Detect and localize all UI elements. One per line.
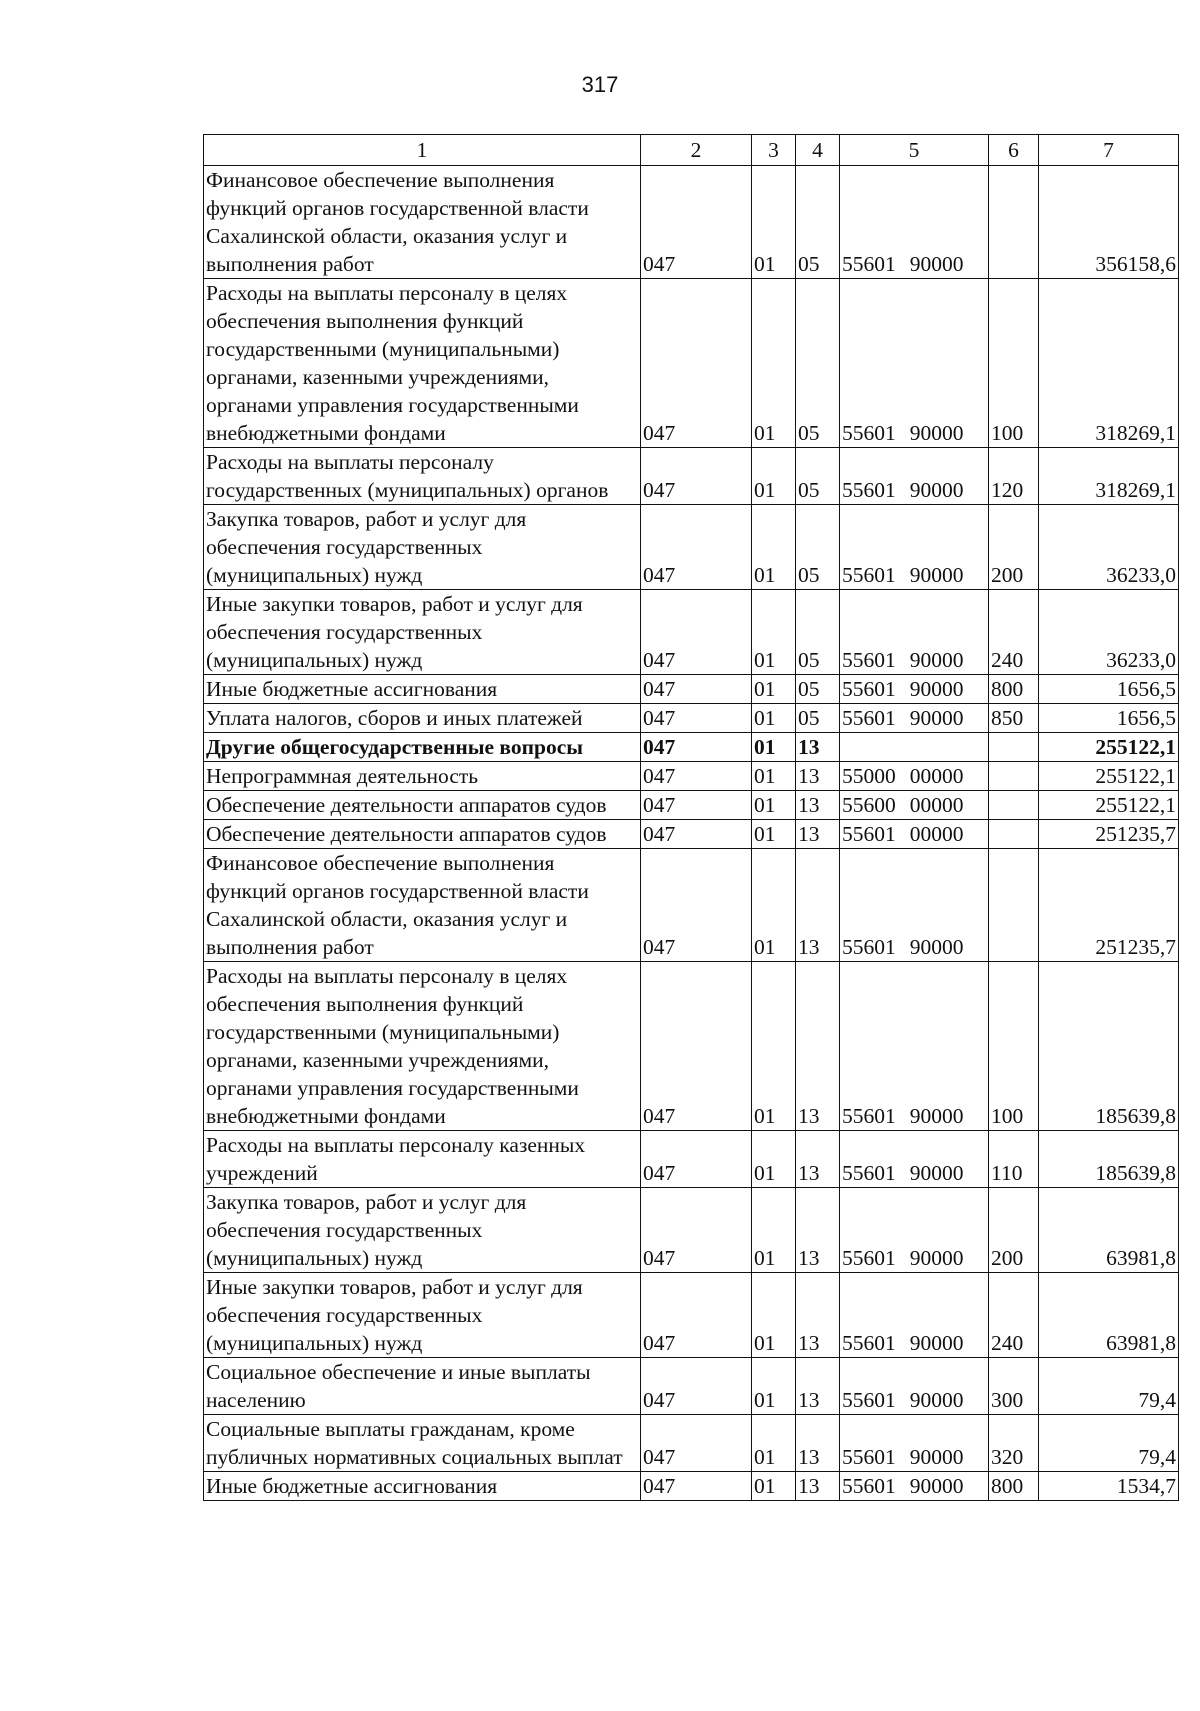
amount: 318269,1 — [1039, 448, 1179, 505]
section-code: 01 — [752, 590, 796, 675]
grbs-code: 047 — [641, 1131, 752, 1188]
target-article-part: 90000 — [909, 563, 964, 587]
target-article-part: 55601 — [842, 421, 896, 445]
target-article-part: 55601 — [842, 563, 896, 587]
target-article-part: 55601 — [842, 1161, 896, 1185]
target-article-code — [840, 1131, 989, 1188]
expense-type-code — [989, 820, 1039, 849]
grbs-code: 047 — [641, 762, 752, 791]
target-article-part: 55601 — [842, 1474, 896, 1498]
amount: 36233,0 — [1039, 505, 1179, 590]
subsection-code: 05 — [796, 448, 840, 505]
subsection-code: 13 — [796, 962, 840, 1131]
target-article-part: 90000 — [909, 1104, 964, 1128]
grbs-code: 047 — [641, 590, 752, 675]
section-code: 01 — [752, 1188, 796, 1273]
section-code: 01 — [752, 849, 796, 962]
target-article-code — [840, 590, 989, 675]
expense-type-code: 120 — [989, 448, 1039, 505]
expense-type-code: 800 — [989, 1472, 1039, 1501]
target-article-part: 55601 — [842, 935, 896, 959]
column-number: 7 — [1039, 135, 1179, 166]
expense-type-code: 300 — [989, 1358, 1039, 1415]
expense-type-code — [989, 733, 1039, 762]
table-row — [204, 675, 1179, 704]
subsection-code: 05 — [796, 279, 840, 448]
section-code: 01 — [752, 1472, 796, 1501]
target-article-part: 90000 — [909, 1246, 964, 1270]
grbs-code: 047 — [641, 791, 752, 820]
expense-type-code: 850 — [989, 704, 1039, 733]
target-article-part: 55601 — [842, 1104, 896, 1128]
subsection-code: 13 — [796, 849, 840, 962]
target-article-part: 90000 — [909, 478, 964, 502]
target-article-code — [840, 1188, 989, 1273]
amount: 63981,8 — [1039, 1273, 1179, 1358]
target-article-code — [840, 675, 989, 704]
grbs-code: 047 — [641, 675, 752, 704]
section-code: 01 — [752, 762, 796, 791]
target-article-part: 55601 — [842, 1331, 896, 1355]
table-row — [204, 1358, 1179, 1415]
row-name: Закупка товаров, работ и услуг для обеспечения государственных (муниципальных) нужд — [204, 1188, 641, 1273]
page-number: 317 — [581, 72, 619, 97]
column-number-row — [204, 135, 1179, 166]
column-number: 6 — [989, 135, 1039, 166]
expense-type-code: 240 — [989, 590, 1039, 675]
table-row — [204, 733, 1179, 762]
row-name: Финансовое обеспечение выполнения функций органов государственной власти Сахалинской области, оказания услуг и выполнения работ — [204, 849, 641, 962]
table-row — [204, 1415, 1179, 1472]
row-name: Уплата налогов, сборов и иных платежей — [204, 704, 641, 733]
grbs-code: 047 — [641, 1188, 752, 1273]
table-row — [204, 590, 1179, 675]
target-article-part: 55601 — [842, 706, 896, 730]
row-name: Финансовое обеспечение выполнения функций органов государственной власти Сахалинской области, оказания услуг и выполнения работ — [204, 166, 641, 279]
target-article-part: 55600 — [842, 793, 896, 817]
target-article-code — [840, 279, 989, 448]
grbs-code: 047 — [641, 704, 752, 733]
target-article-part: 55601 — [842, 478, 896, 502]
section-code: 01 — [752, 1415, 796, 1472]
table-row — [204, 1472, 1179, 1501]
target-article-part: 00000 — [909, 822, 964, 846]
grbs-code: 047 — [641, 505, 752, 590]
table-row — [204, 279, 1179, 448]
subsection-code: 13 — [796, 820, 840, 849]
amount: 1534,7 — [1039, 1472, 1179, 1501]
row-name: Расходы на выплаты персоналу казенных учреждений — [204, 1131, 641, 1188]
budget-table — [203, 134, 1179, 1501]
subsection-code: 13 — [796, 1188, 840, 1273]
section-code: 01 — [752, 962, 796, 1131]
row-name: Социальное обеспечение и иные выплаты населению — [204, 1358, 641, 1415]
target-article-part: 90000 — [909, 935, 964, 959]
amount: 255122,1 — [1039, 733, 1179, 762]
column-number: 1 — [204, 135, 641, 166]
section-code: 01 — [752, 791, 796, 820]
column-number: 5 — [840, 135, 989, 166]
expense-type-code: 200 — [989, 1188, 1039, 1273]
column-number: 3 — [752, 135, 796, 166]
grbs-code: 047 — [641, 849, 752, 962]
subsection-code: 05 — [796, 675, 840, 704]
table-row — [204, 962, 1179, 1131]
table-row — [204, 166, 1179, 279]
section-code: 01 — [752, 279, 796, 448]
row-name: Другие общегосударственные вопросы — [204, 733, 641, 762]
target-article-code — [840, 1472, 989, 1501]
subsection-code: 13 — [796, 1131, 840, 1188]
table-row — [204, 448, 1179, 505]
target-article-part: 00000 — [909, 793, 964, 817]
row-name: Обеспечение деятельности аппаратов судов — [204, 791, 641, 820]
row-name: Иные бюджетные ассигнования — [204, 1472, 641, 1501]
row-name: Расходы на выплаты персоналу государственных (муниципальных) органов — [204, 448, 641, 505]
grbs-code: 047 — [641, 1358, 752, 1415]
target-article-part: 90000 — [909, 677, 964, 701]
subsection-code: 13 — [796, 733, 840, 762]
section-code: 01 — [752, 1273, 796, 1358]
expense-type-code: 200 — [989, 505, 1039, 590]
amount: 356158,6 — [1039, 166, 1179, 279]
target-article-part: 90000 — [909, 1388, 964, 1412]
target-article-code — [840, 166, 989, 279]
target-article-part: 55601 — [842, 648, 896, 672]
subsection-code: 05 — [796, 590, 840, 675]
table-row — [204, 1273, 1179, 1358]
subsection-code: 13 — [796, 1415, 840, 1472]
row-name: Обеспечение деятельности аппаратов судов — [204, 820, 641, 849]
target-article-code — [840, 505, 989, 590]
target-article-code — [840, 733, 989, 762]
subsection-code: 13 — [796, 1472, 840, 1501]
expense-type-code — [989, 762, 1039, 791]
table-row — [204, 762, 1179, 791]
amount: 251235,7 — [1039, 820, 1179, 849]
row-name: Расходы на выплаты персоналу в целях обеспечения выполнения функций государственными (муниципальными) органами, казенными учреждениями, органами управления государственными внебюджетными фондами — [204, 279, 641, 448]
target-article-part: 55000 — [842, 764, 896, 788]
amount: 255122,1 — [1039, 762, 1179, 791]
row-name: Социальные выплаты гражданам, кроме публичных нормативных социальных выплат — [204, 1415, 641, 1472]
grbs-code: 047 — [641, 279, 752, 448]
amount: 79,4 — [1039, 1358, 1179, 1415]
target-article-part: 55601 — [842, 1388, 896, 1412]
amount: 318269,1 — [1039, 279, 1179, 448]
expense-type-code: 100 — [989, 962, 1039, 1131]
section-code: 01 — [752, 166, 796, 279]
subsection-code: 05 — [796, 505, 840, 590]
amount: 63981,8 — [1039, 1188, 1179, 1273]
subsection-code: 13 — [796, 791, 840, 820]
section-code: 01 — [752, 704, 796, 733]
target-article-code — [840, 791, 989, 820]
target-article-part: 90000 — [909, 1474, 964, 1498]
target-article-part: 00000 — [909, 764, 964, 788]
target-article-code — [840, 849, 989, 962]
amount: 36233,0 — [1039, 590, 1179, 675]
table-row — [204, 791, 1179, 820]
row-name: Непрограммная деятельность — [204, 762, 641, 791]
grbs-code: 047 — [641, 1472, 752, 1501]
subsection-code: 13 — [796, 1358, 840, 1415]
amount: 255122,1 — [1039, 791, 1179, 820]
amount: 185639,8 — [1039, 1131, 1179, 1188]
row-name: Иные закупки товаров, работ и услуг для обеспечения государственных (муниципальных) нужд — [204, 1273, 641, 1358]
table-row — [204, 1131, 1179, 1188]
table-row — [204, 1188, 1179, 1273]
target-article-code — [840, 704, 989, 733]
target-article-code — [840, 1358, 989, 1415]
grbs-code: 047 — [641, 1415, 752, 1472]
section-code: 01 — [752, 733, 796, 762]
target-article-part: 55601 — [842, 252, 896, 276]
amount: 1656,5 — [1039, 675, 1179, 704]
target-article-code — [840, 1273, 989, 1358]
target-article-code — [840, 762, 989, 791]
expense-type-code: 800 — [989, 675, 1039, 704]
target-article-part: 90000 — [909, 252, 964, 276]
row-name: Иные закупки товаров, работ и услуг для обеспечения государственных (муниципальных) нужд — [204, 590, 641, 675]
section-code: 01 — [752, 1131, 796, 1188]
grbs-code: 047 — [641, 1273, 752, 1358]
table-row — [204, 849, 1179, 962]
section-code: 01 — [752, 505, 796, 590]
row-name: Иные бюджетные ассигнования — [204, 675, 641, 704]
table-row — [204, 820, 1179, 849]
expense-type-code: 240 — [989, 1273, 1039, 1358]
target-article-part: 90000 — [909, 1445, 964, 1469]
target-article-code — [840, 1415, 989, 1472]
target-article-part: 55601 — [842, 1445, 896, 1469]
section-code: 01 — [752, 675, 796, 704]
target-article-code — [840, 962, 989, 1131]
grbs-code: 047 — [641, 820, 752, 849]
expense-type-code: 320 — [989, 1415, 1039, 1472]
grbs-code: 047 — [641, 448, 752, 505]
subsection-code: 05 — [796, 166, 840, 279]
subsection-code: 13 — [796, 762, 840, 791]
row-name: Расходы на выплаты персоналу в целях обеспечения выполнения функций государственными (муниципальными) органами, казенными учреждениями, органами управления государственными внебюджетными фондами — [204, 962, 641, 1131]
target-article-code — [840, 820, 989, 849]
section-code: 01 — [752, 448, 796, 505]
column-number: 2 — [641, 135, 752, 166]
row-name: Закупка товаров, работ и услуг для обеспечения государственных (муниципальных) нужд — [204, 505, 641, 590]
amount: 1656,5 — [1039, 704, 1179, 733]
table-row — [204, 704, 1179, 733]
table-row — [204, 505, 1179, 590]
target-article-part: 90000 — [909, 706, 964, 730]
expense-type-code: 110 — [989, 1131, 1039, 1188]
target-article-part: 55601 — [842, 677, 896, 701]
target-article-part: 90000 — [909, 648, 964, 672]
expense-type-code — [989, 166, 1039, 279]
subsection-code: 05 — [796, 704, 840, 733]
section-code: 01 — [752, 820, 796, 849]
target-article-part: 90000 — [909, 1161, 964, 1185]
expense-type-code — [989, 849, 1039, 962]
target-article-part: 90000 — [909, 421, 964, 445]
grbs-code: 047 — [641, 733, 752, 762]
target-article-part: 55601 — [842, 1246, 896, 1270]
amount: 79,4 — [1039, 1415, 1179, 1472]
target-article-code — [840, 448, 989, 505]
grbs-code: 047 — [641, 166, 752, 279]
section-code: 01 — [752, 1358, 796, 1415]
column-number: 4 — [796, 135, 840, 166]
amount: 251235,7 — [1039, 849, 1179, 962]
target-article-part: 90000 — [909, 1331, 964, 1355]
subsection-code: 13 — [796, 1273, 840, 1358]
expense-type-code: 100 — [989, 279, 1039, 448]
grbs-code: 047 — [641, 962, 752, 1131]
amount: 185639,8 — [1039, 962, 1179, 1131]
target-article-part: 55601 — [842, 822, 896, 846]
expense-type-code — [989, 791, 1039, 820]
